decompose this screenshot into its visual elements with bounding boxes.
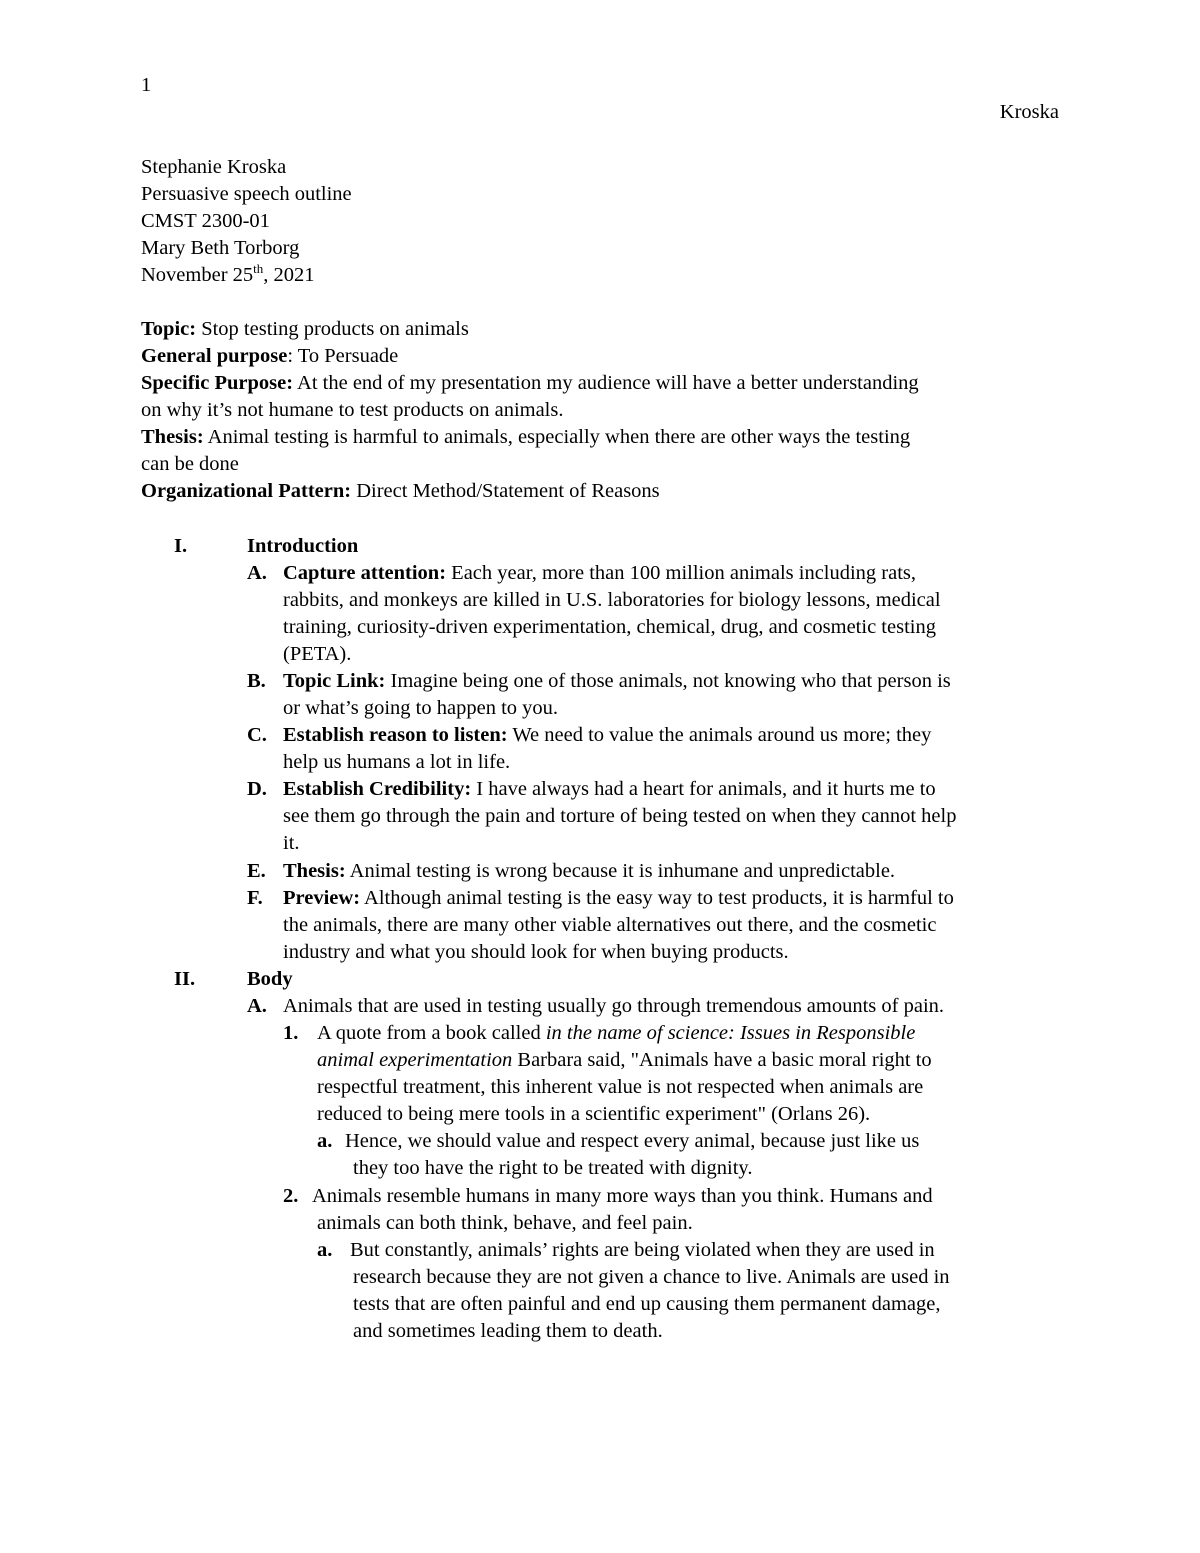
text-line: (PETA). [283, 643, 352, 665]
item-mark: a. [317, 1130, 333, 1152]
running-header-name: Kroska [999, 101, 1059, 123]
text-line: But constantly, animals’ rights are being violated when they are used in [350, 1239, 935, 1261]
thesis-line: Thesis: Animal testing is harmful to animals, especially when there are other ways the testing [141, 426, 911, 448]
topic-line: Topic: Stop testing products on animals [141, 318, 469, 340]
section-title-intro: Introduction [247, 535, 359, 557]
item-mark: A. [247, 995, 267, 1017]
course-code: CMST 2300-01 [141, 210, 270, 232]
assignment-title: Persuasive speech outline [141, 183, 352, 205]
preview-line: Preview: Although animal testing is the easy way to test products, it is harmful to [283, 887, 954, 909]
text-line: respectful treatment, this inherent value is not respected when animals are [317, 1076, 924, 1098]
text-line: Hence, we should value and respect every animal, because just like us [345, 1130, 920, 1152]
item-mark: C. [247, 724, 267, 746]
text-line: or what’s going to happen to you. [283, 697, 559, 719]
topic-link-line: Topic Link: Imagine being one of those animals, not knowing who that person is [283, 670, 951, 692]
section-numeral-body: II. [174, 968, 196, 990]
text-line: Animals resemble humans in many more ways than you think. Humans and [312, 1185, 933, 1207]
text-line: training, curiosity-driven experimentation, chemical, drug, and cosmetic testing [283, 616, 936, 638]
section-numeral-intro: I. [174, 535, 188, 557]
text-line: reduced to being mere tools in a scientific experiment" (Orlans 26). [317, 1103, 871, 1125]
text-line: and sometimes leading them to death. [353, 1320, 663, 1342]
item-mark: D. [247, 778, 267, 800]
item-mark: F. [247, 887, 263, 909]
text-line: tests that are often painful and end up causing them permanent damage, [353, 1293, 941, 1315]
page-number: 1 [141, 74, 152, 96]
instructor-name: Mary Beth Torborg [141, 237, 300, 259]
item-mark: A. [247, 562, 267, 584]
intro-thesis-line: Thesis: Animal testing is wrong because it is inhumane and unpredictable. [283, 860, 896, 882]
capture-attention-line: Capture attention: Each year, more than 100 million animals including rats, [283, 562, 917, 584]
document-date: November 25th, 2021 [141, 261, 315, 286]
thesis-line-2: can be done [141, 453, 239, 475]
text-line: rabbits, and monkeys are killed in U.S. laboratories for biology lessons, medical [283, 589, 941, 611]
quote-line: A quote from a book called in the name of science: Issues in Responsible [317, 1022, 916, 1044]
text-line: industry and what you should look for when buying products. [283, 941, 789, 963]
text-line: they too have the right to be treated with dignity. [353, 1157, 753, 1179]
text-line: it. [283, 832, 300, 854]
author-name: Stephanie Kroska [141, 156, 287, 178]
reason-to-listen-line: Establish reason to listen: We need to value the animals around us more; they [283, 724, 932, 746]
text-line: the animals, there are many other viable alternatives out there, and the cosmetic [283, 914, 937, 936]
body-point-a: Animals that are used in testing usually go through tremendous amounts of pain. [283, 995, 945, 1017]
text-line: animals can both think, behave, and feel pain. [317, 1212, 693, 1234]
organizational-pattern-line: Organizational Pattern: Direct Method/Statement of Reasons [141, 480, 660, 502]
specific-purpose-line-2: on why it’s not humane to test products on animals. [141, 399, 564, 421]
item-mark: E. [247, 860, 266, 882]
item-mark: 1. [283, 1022, 299, 1044]
credibility-line: Establish Credibility: I have always had a heart for animals, and it hurts me to [283, 778, 936, 800]
quote-line-2: animal experimentation Barbara said, "Animals have a basic moral right to [317, 1049, 932, 1071]
item-mark: a. [317, 1239, 333, 1261]
book-title: in the name of science: Issues in Responsible [545, 1022, 916, 1044]
specific-purpose-line: Specific Purpose: At the end of my presentation my audience will have a better understanding [141, 372, 919, 394]
section-title-body: Body [247, 968, 293, 990]
text-line: research because they are not given a chance to live. Animals are used in [353, 1266, 950, 1288]
item-mark: B. [247, 670, 266, 692]
text-line: see them go through the pain and torture of being tested on when they cannot help [283, 805, 957, 827]
general-purpose-line: General purpose: To Persuade [141, 345, 399, 367]
text-line: help us humans a lot in life. [283, 751, 511, 773]
item-mark: 2. [283, 1185, 299, 1207]
